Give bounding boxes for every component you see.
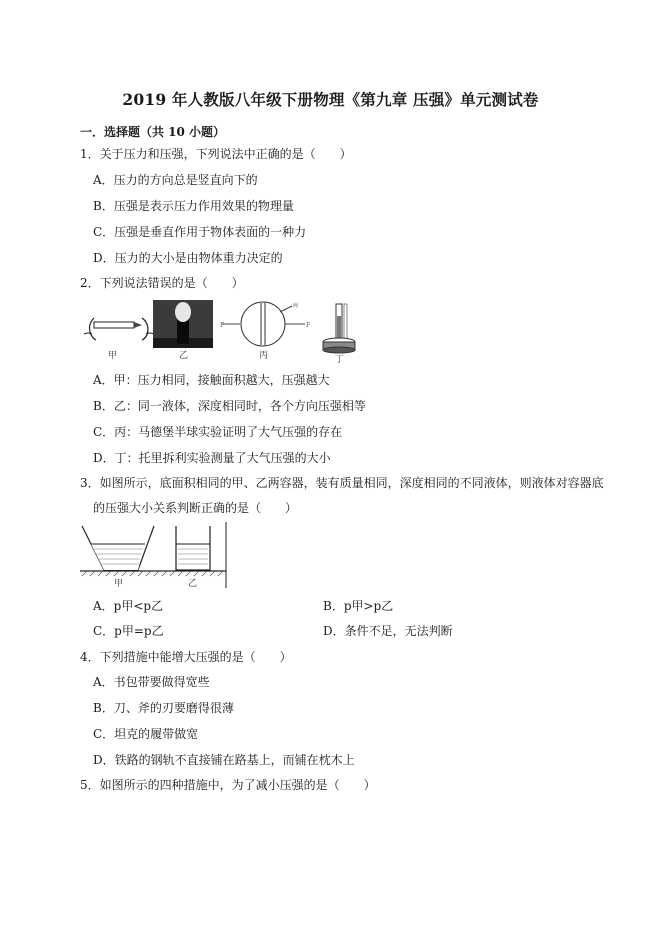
- container-yi: [176, 526, 210, 570]
- question-5-stem: 5．如图所示的四种措施中，为了减小压强的是（ ）: [80, 778, 376, 792]
- question-4-option-c: C．坦克的履带做宽: [93, 727, 199, 741]
- figure-label-jia: 甲: [108, 351, 118, 361]
- question-3-stem-continued: 的压强大小关系判断正确的是（ ）: [93, 501, 298, 515]
- question-3-option-a: A．p甲<p乙: [93, 599, 164, 613]
- page-title: 2019 年人教版八年级下册物理《第九章 压强》单元测试卷: [122, 90, 539, 109]
- figure-ding-torricelli: [323, 304, 355, 364]
- question-1-option-c: C．压强是垂直作用于物体表面的一种力: [93, 225, 307, 239]
- container-jia: [82, 526, 154, 570]
- figure-label-ding: 丁: [335, 355, 345, 364]
- question-1-option-b: B．压强是表示压力作用效果的物理量: [93, 199, 294, 213]
- svg-text:F: F: [220, 322, 225, 329]
- question-3-figure: [80, 522, 230, 590]
- section-heading: 一．选择题（共 10 小题）: [80, 125, 226, 139]
- question-4-option-a: A．书包带要做得宽些: [93, 675, 210, 689]
- question-3-option-c: C．p甲=p乙: [93, 624, 164, 638]
- question-1-option-a: A．压力的方向总是竖直向下的: [93, 173, 258, 187]
- question-2-option-d: D．丁：托里拆利实验测量了大气压强的大小: [93, 451, 331, 465]
- question-2-option-a: A．甲：压力相同，接触面积越大，压强越大: [93, 373, 330, 387]
- figure-jia-pencil: [84, 318, 154, 361]
- question-2-option-b: B．乙：同一液体，深度相同时，各个方向压强相等: [93, 399, 366, 413]
- figure-label-bing: 丙: [259, 351, 269, 361]
- svg-text:阀: 阀: [293, 303, 299, 309]
- question-3-option-d: D．条件不足，无法判断: [323, 624, 453, 638]
- figure-bing-hemispheres: [220, 302, 310, 361]
- question-2-stem: 2．下列说法错误的是（ ）: [80, 276, 244, 290]
- question-2-option-c: C．丙：马德堡半球实验证明了大气压强的存在: [93, 425, 343, 439]
- svg-text:F: F: [306, 322, 311, 329]
- figure-label-jia: 甲: [114, 579, 124, 589]
- question-3-stem: 3．如图所示，底面积相同的甲、乙两容器，装有质量相同，深度相同的不同液体，则液体对容器底: [80, 476, 604, 490]
- question-4-option-d: D．铁路的钢轨不直接铺在路基上，而铺在枕木上: [93, 753, 355, 767]
- question-1-option-d: D．压力的大小是由物体重力决定的: [93, 251, 283, 265]
- figure-label-yi: 乙: [188, 579, 198, 589]
- question-2-figure: [80, 298, 370, 364]
- question-1-stem: 1．关于压力和压强，下列说法中正确的是（ ）: [80, 147, 352, 161]
- figure-yi-photo: [153, 300, 213, 361]
- question-3-option-b: B．p甲>p乙: [323, 599, 394, 613]
- question-4-option-b: B．刀、斧的刃要磨得很薄: [93, 701, 234, 715]
- figure-label-yi: 乙: [179, 351, 189, 361]
- question-4-stem: 4．下列措施中能增大压强的是（ ）: [80, 650, 292, 664]
